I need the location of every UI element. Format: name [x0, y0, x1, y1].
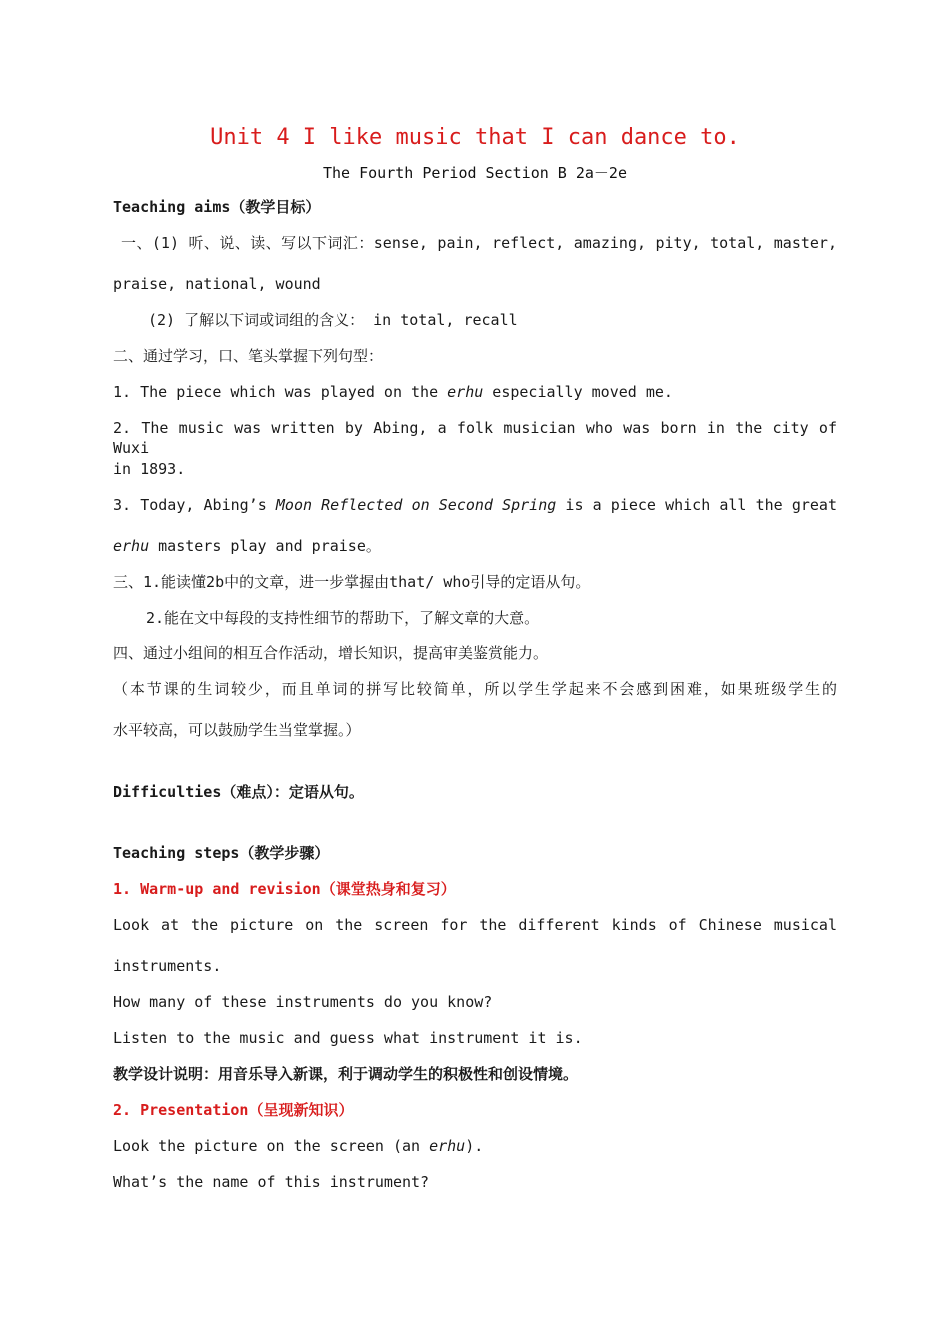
design-note: 教学设计说明：用音乐导入新课，利于调动学生的积极性和创设情境。	[113, 1065, 579, 1083]
step-1-para-1a: Look at the picture on the screen for the different kinds of Chinese musical	[113, 916, 837, 934]
step-2-para-1-pre: Look the picture on the screen (an	[113, 1137, 430, 1155]
difficulties-heading: Difficulties（难点）：定语从句。	[113, 783, 364, 801]
aims-line-2: (2) 了解以下词或词组的含义： in total, recall	[148, 311, 518, 329]
aims-line-5: 2.能在文中每段的支持性细节的帮助下，了解文章的大意。	[146, 609, 540, 627]
sentence-3-post: is a piece which all the great	[556, 496, 837, 514]
page-title: Unit 4 I like music that I can dance to.	[210, 125, 740, 150]
aims-heading: Teaching aims（教学目标）	[113, 198, 321, 216]
step-1-para-2: How many of these instruments do you know?	[113, 993, 493, 1011]
sentence-3b	[113, 536, 837, 556]
steps-heading: Teaching steps（教学步骤）	[113, 844, 330, 862]
aims-line-1b: praise, national, wound	[113, 275, 321, 293]
step-1-para-3: Listen to the music and guess what instrument it is.	[113, 1029, 583, 1047]
step-2-para-1	[113, 1136, 837, 1156]
step-1-heading: 1. Warm-up and revision（课堂热身和复习）	[113, 880, 456, 898]
aims-note-a: （本节课的生词较少，而且单词的拼写比较简单，所以学生学起来不会感到困难，如果班级学生的	[113, 680, 837, 698]
sentence-3a	[113, 495, 837, 515]
aims-note-b: 水平较高，可以鼓励学生当堂掌握。）	[113, 721, 361, 739]
aims-line-1a: 一、(1) 听、说、读、写以下词汇：sense, pain, reflect, amazing, pity, total, master,	[121, 234, 837, 252]
sentence-3b-post: masters play and praise。	[149, 537, 381, 555]
step-2-para-1-post: ).	[465, 1137, 484, 1155]
sentence-2b: in 1893.	[113, 460, 186, 478]
sentence-3-pre: 3. Today, Abing’s	[113, 496, 276, 514]
aims-line-6: 四、通过小组间的相互合作活动，增长知识，提高审美鉴赏能力。	[113, 644, 549, 662]
sentence-1-italic: erhu	[447, 383, 484, 401]
page-subtitle: The Fourth Period Section B 2a－2e	[323, 164, 627, 182]
step-1-para-1b: instruments.	[113, 957, 222, 975]
step-2-para-2: What’s the name of this instrument?	[113, 1173, 430, 1191]
sentence-2a: 2. The music was written by Abing, a folk musician who was born in the city of Wuxi	[113, 419, 837, 457]
sentence-3-italic: Moon Reflected on Second Spring	[275, 496, 557, 514]
aims-line-3: 二、通过学习，口、笔头掌握下列句型：	[113, 347, 384, 365]
sentence-3b-italic: erhu	[113, 537, 150, 555]
sentence-1-pre: 1. The piece which was played on the	[113, 383, 448, 401]
step-2-heading: 2. Presentation（呈现新知识）	[113, 1101, 354, 1119]
sentence-1	[113, 382, 837, 402]
sentence-1-post: especially moved me.	[483, 383, 673, 401]
step-2-para-1-italic: erhu	[429, 1137, 466, 1155]
aims-line-4: 三、1.能读懂2b中的文章，进一步掌握由that/ who引导的定语从句。	[113, 573, 591, 591]
